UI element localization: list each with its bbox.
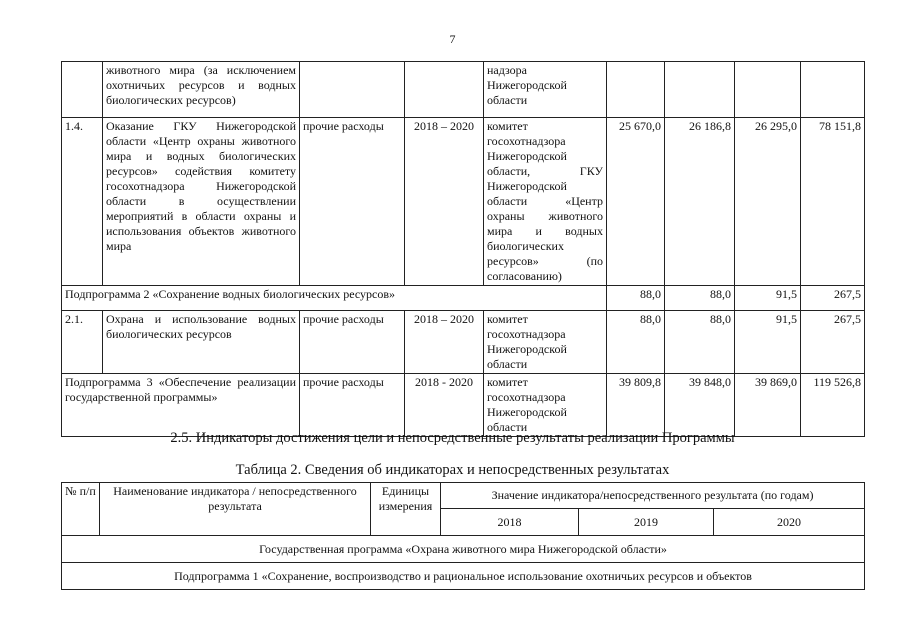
subprogram-1-row: Подпрограмма 1 «Сохранение, воспроизводство и рациональное использование охотничьих ресурсов и объектов <box>62 563 865 590</box>
table-row-program <box>62 536 865 563</box>
header-year-2020: 2020 <box>714 509 865 536</box>
cell-2020: 39 869,0 <box>735 374 801 437</box>
table-header-row <box>62 483 865 509</box>
cell-type <box>300 62 405 118</box>
cell-2018: 88,0 <box>607 311 665 374</box>
table-row <box>62 118 865 286</box>
header-year-2018: 2018 <box>441 509 579 536</box>
table-row <box>62 311 865 374</box>
cell-period: 2018 - 2020 <box>405 374 484 437</box>
cell-2018 <box>607 62 665 118</box>
cell-2019: 26 186,8 <box>665 118 735 286</box>
cell-name: Оказание ГКУ Нижегородской области «Центр охраны животного мира и водных биологических ресурсов» содействия комитету госохотнадзора Нижегородской области в осуществлении мероприятий в области охраны и использования объектов животного мира <box>103 118 300 286</box>
cell-period: 2018 – 2020 <box>405 118 484 286</box>
cell-2020: 91,5 <box>735 311 801 374</box>
cell-2019: 88,0 <box>665 286 735 311</box>
cell-type: прочие расходы <box>300 374 405 437</box>
cell-type: прочие расходы <box>300 311 405 374</box>
expenses-table <box>61 61 865 437</box>
cell-executor: комитет госохотнадзора Нижегородской области, ГКУ Нижегородской области «Центр охраны животного мира и водных биологических ресурсов» (по согласованию) <box>484 118 607 286</box>
table-caption: Таблица 2. Сведения об индикаторах и непосредственных результатах <box>235 462 670 478</box>
indicators-table <box>61 482 865 590</box>
cell-subprogram-label: Подпрограмма 2 «Сохранение водных биологических ресурсов» <box>62 286 607 311</box>
cell-2018: 88,0 <box>607 286 665 311</box>
cell-2018: 25 670,0 <box>607 118 665 286</box>
cell-2019: 39 848,0 <box>665 374 735 437</box>
header-values: Значение индикатора/непосредственного результата (по годам) <box>441 483 865 509</box>
cell-num: 1.4. <box>62 118 103 286</box>
cell-2020: 91,5 <box>735 286 801 311</box>
cell-name: животного мира (за исключением охотничьих ресурсов и водных биологических ресурсов) <box>103 62 300 118</box>
table-row-subprogram-3 <box>62 374 865 437</box>
cell-2020 <box>735 62 801 118</box>
cell-name: Охрана и использование водных биологических ресурсов <box>103 311 300 374</box>
cell-executor: комитет госохотнадзора Нижегородской области <box>484 311 607 374</box>
cell-period <box>405 62 484 118</box>
header-name: Наименование индикатора / непосредственного результата <box>100 483 371 536</box>
table-row-subprogram-1 <box>62 563 865 590</box>
cell-2020: 26 295,0 <box>735 118 801 286</box>
table-row-subprogram-2 <box>62 286 865 311</box>
cell-2018: 39 809,8 <box>607 374 665 437</box>
cell-total <box>801 62 865 118</box>
header-year-2019: 2019 <box>579 509 714 536</box>
cell-total: 119 526,8 <box>801 374 865 437</box>
cell-total: 267,5 <box>801 286 865 311</box>
section-heading: 2.5. Индикаторы достижения цели и непосредственные результаты реализации Программы <box>170 430 735 446</box>
cell-2019: 88,0 <box>665 311 735 374</box>
table-row <box>62 62 865 118</box>
header-num: № п/п <box>62 483 100 536</box>
cell-type: прочие расходы <box>300 118 405 286</box>
cell-2019 <box>665 62 735 118</box>
cell-total: 78 151,8 <box>801 118 865 286</box>
program-row: Государственная программа «Охрана животного мира Нижегородской области» <box>62 536 865 563</box>
page-number: 7 <box>449 32 456 46</box>
header-units: Единицы измерения <box>371 483 441 536</box>
cell-executor: надзора Нижегородской области <box>484 62 607 118</box>
cell-period: 2018 – 2020 <box>405 311 484 374</box>
cell-num <box>62 62 103 118</box>
cell-executor: комитет госохотнадзора Нижегородской области <box>484 374 607 437</box>
cell-num: 2.1. <box>62 311 103 374</box>
cell-subprogram-label: Подпрограмма 3 «Обеспечение реализации государственной программы» <box>62 374 300 437</box>
cell-total: 267,5 <box>801 311 865 374</box>
